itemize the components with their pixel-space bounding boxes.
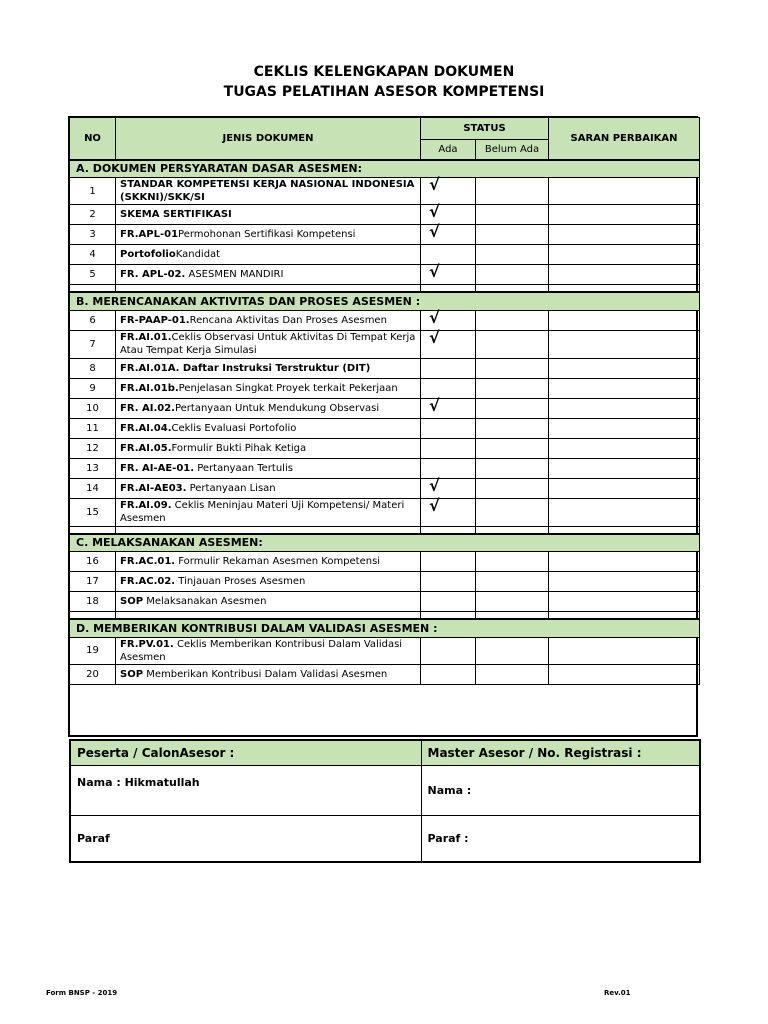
row-number: 7 (70, 330, 116, 358)
document-name (116, 225, 421, 245)
checklist-table (69, 117, 700, 685)
document-code: SOP (120, 668, 144, 680)
footer-form-label: Form BNSP - 2019 (46, 989, 118, 997)
title-line-2: TUGAS PELATIHAN ASESOR KOMPETENSI (223, 84, 545, 100)
row-number: 5 (70, 265, 116, 285)
document-description: Memberikan Kontribusi Dalam Validasi Asesmen (143, 668, 388, 680)
document-code: FR.AC.02. (120, 576, 176, 587)
header-saran-perbaikan: SARAN PERBAIKAN (549, 118, 700, 160)
footer-revision: Rev.01 (604, 989, 631, 997)
document-code: SOP (120, 596, 144, 607)
document-code: FR.AI.01. (120, 332, 172, 343)
row-number: 19 (70, 637, 116, 664)
table-row (70, 438, 700, 458)
status-belum-ada-cell (476, 310, 549, 330)
row-number: 11 (70, 418, 116, 438)
check-mark-icon: √ (429, 395, 440, 415)
status-ada-cell (421, 262, 476, 285)
document-description: ASESMEN MANDIRI (185, 269, 284, 280)
document-code: FR.AI.05. (120, 442, 172, 454)
status-belum-ada-cell (476, 478, 549, 498)
document-description: Pertanyaan Untuk Mendukung Observasi (174, 402, 380, 414)
status-belum-ada-cell (476, 398, 549, 418)
table-row (70, 358, 700, 378)
sec-d-rows (70, 637, 700, 684)
row-number: 9 (70, 378, 116, 398)
document-name (116, 310, 421, 330)
document-name (116, 458, 421, 478)
check-mark-icon: √ (429, 475, 440, 495)
document-name (116, 245, 421, 265)
table-row (70, 265, 700, 285)
spacer-cell (70, 285, 116, 293)
status-belum-ada-cell (476, 330, 549, 358)
row-number: 13 (70, 458, 116, 478)
document-description: Tinjauan Proses Asesmen (175, 576, 306, 587)
document-code: FR.AI.01b. (120, 382, 179, 394)
section-b-header: B. MERENCANAKAN AKTIVITAS DAN PROSES ASESMEN : (70, 292, 700, 310)
header-belum-ada: Belum Ada (476, 140, 549, 160)
saran-perbaikan-cell (549, 478, 700, 498)
document-description: Pertanyaan Lisan (186, 482, 276, 494)
document-name (116, 552, 421, 572)
saran-perbaikan-cell (549, 438, 700, 458)
document-code: FR.AC.01. (120, 556, 176, 567)
document-code: FR.AI-AE03. (120, 482, 187, 494)
table-row (70, 378, 700, 398)
check-mark-icon: √ (429, 495, 440, 515)
document-name (116, 498, 421, 526)
status-ada-cell (421, 637, 476, 664)
status-belum-ada-cell (476, 498, 549, 526)
table-row (70, 205, 700, 225)
section-d-header: D. MEMBERIKAN KONTRIBUSI DALAM VALIDASI ASESMEN : (70, 619, 700, 637)
document-code: FR.APL-01 (120, 229, 179, 240)
status-ada-cell (421, 438, 476, 458)
check-mark-icon: √ (429, 222, 440, 241)
document-description: Ceklis Evaluasi Portofolio (171, 422, 297, 434)
row-number: 3 (70, 225, 116, 245)
table-row (70, 637, 700, 664)
check-mark-icon: √ (429, 202, 440, 221)
table-row (70, 458, 700, 478)
sec-b-rows (70, 307, 700, 526)
document-title (0, 62, 768, 102)
status-belum-ada-cell (476, 572, 549, 592)
saran-perbaikan-cell (549, 418, 700, 438)
document-description: Ceklis Meninjau Materi Uji Kompetensi/ Materi Asesmen (120, 500, 405, 524)
spacer-cell (70, 612, 116, 620)
document-description: Formulir Rekaman Asesmen Kompetensi (175, 556, 381, 567)
check-mark-icon: √ (429, 307, 440, 327)
saran-perbaikan-cell (549, 205, 700, 225)
row-number: 17 (70, 572, 116, 592)
table-row (70, 478, 700, 498)
table-row (70, 418, 700, 438)
status-belum-ada-cell (476, 245, 549, 265)
header-ada: Ada (421, 140, 476, 160)
document-description: Melaksanakan Asesmen (143, 596, 267, 607)
document-name (116, 478, 421, 498)
status-ada-cell (421, 222, 476, 245)
status-ada-cell (421, 572, 476, 592)
document-code: FR. APL-02. (120, 269, 186, 280)
check-mark-icon: √ (429, 175, 440, 194)
row-number: 1 (70, 178, 116, 205)
status-ada-cell (421, 358, 476, 378)
saran-perbaikan-cell (549, 178, 700, 205)
table-row (70, 310, 700, 330)
document-code: FR. AI-AE-01. (120, 462, 195, 474)
row-number: 2 (70, 205, 116, 225)
saran-perbaikan-cell (549, 330, 700, 358)
document-name (116, 438, 421, 458)
saran-perbaikan-cell (549, 458, 700, 478)
document-description: Penjelasan Singkat Proyek terkait Pekerjaan (178, 382, 398, 394)
table-row (70, 592, 700, 612)
document-name (116, 265, 421, 285)
title-line-1: CEKLIS KELENGKAPAN DOKUMEN (253, 64, 515, 80)
document-name (116, 358, 421, 378)
participant-paraf: Paraf (70, 816, 421, 862)
sec-c-rows (70, 552, 700, 612)
document-code: FR. AI.02. (120, 402, 175, 414)
document-name (116, 378, 421, 398)
document-description: Formulir Bukti Pihak Ketiga (171, 442, 307, 454)
check-mark-icon: √ (429, 327, 440, 347)
document-description: Ceklis Observasi Untuk Aktivitas Di Tempat Kerja Atau Tempat Kerja Simulasi (120, 332, 416, 356)
status-ada-cell (421, 175, 476, 205)
table-row (70, 572, 700, 592)
document-name (116, 664, 421, 684)
document-name (116, 592, 421, 612)
document-code: FR.PV.01. (120, 638, 174, 650)
document-name (116, 572, 421, 592)
row-number: 8 (70, 358, 116, 378)
table-row (70, 225, 700, 245)
status-belum-ada-cell (476, 458, 549, 478)
signature-table (69, 739, 701, 863)
document-name (116, 418, 421, 438)
table-row (70, 245, 700, 265)
row-number: 18 (70, 592, 116, 612)
saran-perbaikan-cell (549, 552, 700, 572)
saran-perbaikan-cell (549, 310, 700, 330)
document-name (116, 178, 421, 205)
document-name (116, 398, 421, 418)
saran-perbaikan-cell (549, 664, 700, 684)
row-number: 16 (70, 552, 116, 572)
table-row (70, 398, 700, 418)
participant-header: Peserta / CalonAsesor : (70, 740, 421, 766)
document-code: STANDAR KOMPETENSI KERJA NASIONAL INDONESIA (SKKNI)/SKK/SI (120, 179, 415, 203)
saran-perbaikan-cell (549, 398, 700, 418)
row-number: 15 (70, 498, 116, 526)
row-number: 14 (70, 478, 116, 498)
saran-perbaikan-cell (549, 358, 700, 378)
status-belum-ada-cell (476, 378, 549, 398)
status-belum-ada-cell (476, 592, 549, 612)
section-c-header: C. MELAKSANAKAN ASESMEN: (70, 534, 700, 552)
document-description: Permohonan Sertifikasi Kompetensi (178, 229, 356, 240)
status-ada-cell (421, 395, 476, 418)
status-belum-ada-cell (476, 205, 549, 225)
status-ada-cell (421, 664, 476, 684)
table-row (70, 498, 700, 526)
status-ada-cell (421, 552, 476, 572)
status-belum-ada-cell (476, 552, 549, 572)
row-number: 20 (70, 664, 116, 684)
status-belum-ada-cell (476, 637, 549, 664)
document-description: Rencana Aktivitas Dan Proses Asesmen (189, 314, 387, 326)
status-ada-cell (421, 418, 476, 438)
document-description: Ceklis Memberikan Kontribusi Dalam Validasi Asesmen (120, 638, 403, 663)
header-status: STATUS (421, 118, 549, 140)
document-name (116, 330, 421, 358)
check-mark-icon: √ (429, 262, 440, 281)
table-row (70, 330, 700, 358)
status-ada-cell (421, 592, 476, 612)
status-belum-ada-cell (476, 418, 549, 438)
status-ada-cell (421, 495, 476, 526)
status-belum-ada-cell (476, 225, 549, 245)
row-number: 12 (70, 438, 116, 458)
document-name (116, 637, 421, 664)
document-code: Portofolio (120, 249, 176, 260)
saran-perbaikan-cell (549, 378, 700, 398)
status-belum-ada-cell (476, 178, 549, 205)
section-a-header: A. DOKUMEN PERSYARATAN DASAR ASESMEN: (70, 160, 700, 178)
table-row (70, 552, 700, 572)
document-code: SKEMA SERTIFIKASI (120, 209, 232, 220)
sec-a-rows (70, 175, 700, 285)
document-code: FR.AI.01A. Daftar Instruksi Terstruktur (DIT) (120, 362, 371, 374)
document-code: FR-PAAP-01. (120, 314, 190, 326)
document-description: Pertanyaan Tertulis (194, 462, 293, 474)
saran-perbaikan-cell (549, 225, 700, 245)
saran-perbaikan-cell (549, 637, 700, 664)
document-name (116, 205, 421, 225)
row-number: 10 (70, 398, 116, 418)
status-belum-ada-cell (476, 265, 549, 285)
status-belum-ada-cell (476, 438, 549, 458)
status-belum-ada-cell (476, 664, 549, 684)
participant-name: Nama : Hikmatullah (70, 766, 421, 816)
saran-perbaikan-cell (549, 592, 700, 612)
row-number: 6 (70, 310, 116, 330)
header-no: NO (70, 118, 116, 160)
header-jenis-dokumen: JENIS DOKUMEN (116, 118, 421, 160)
saran-perbaikan-cell (549, 265, 700, 285)
row-number: 4 (70, 245, 116, 265)
status-belum-ada-cell (476, 358, 549, 378)
master-assessor-header: Master Asesor / No. Registrasi : (421, 740, 700, 766)
saran-perbaikan-cell (549, 245, 700, 265)
master-assessor-name: Nama : (421, 766, 700, 816)
table-row (70, 664, 700, 684)
spacer-cell (70, 526, 116, 534)
saran-perbaikan-cell (549, 498, 700, 526)
document-description: Kandidat (175, 249, 221, 260)
master-assessor-paraf: Paraf : (421, 816, 700, 862)
saran-perbaikan-cell (549, 572, 700, 592)
document-code: FR.AI.09. (120, 500, 172, 511)
document-code: FR.AI.04. (120, 422, 172, 434)
table-row (70, 178, 700, 205)
status-ada-cell (421, 327, 476, 358)
